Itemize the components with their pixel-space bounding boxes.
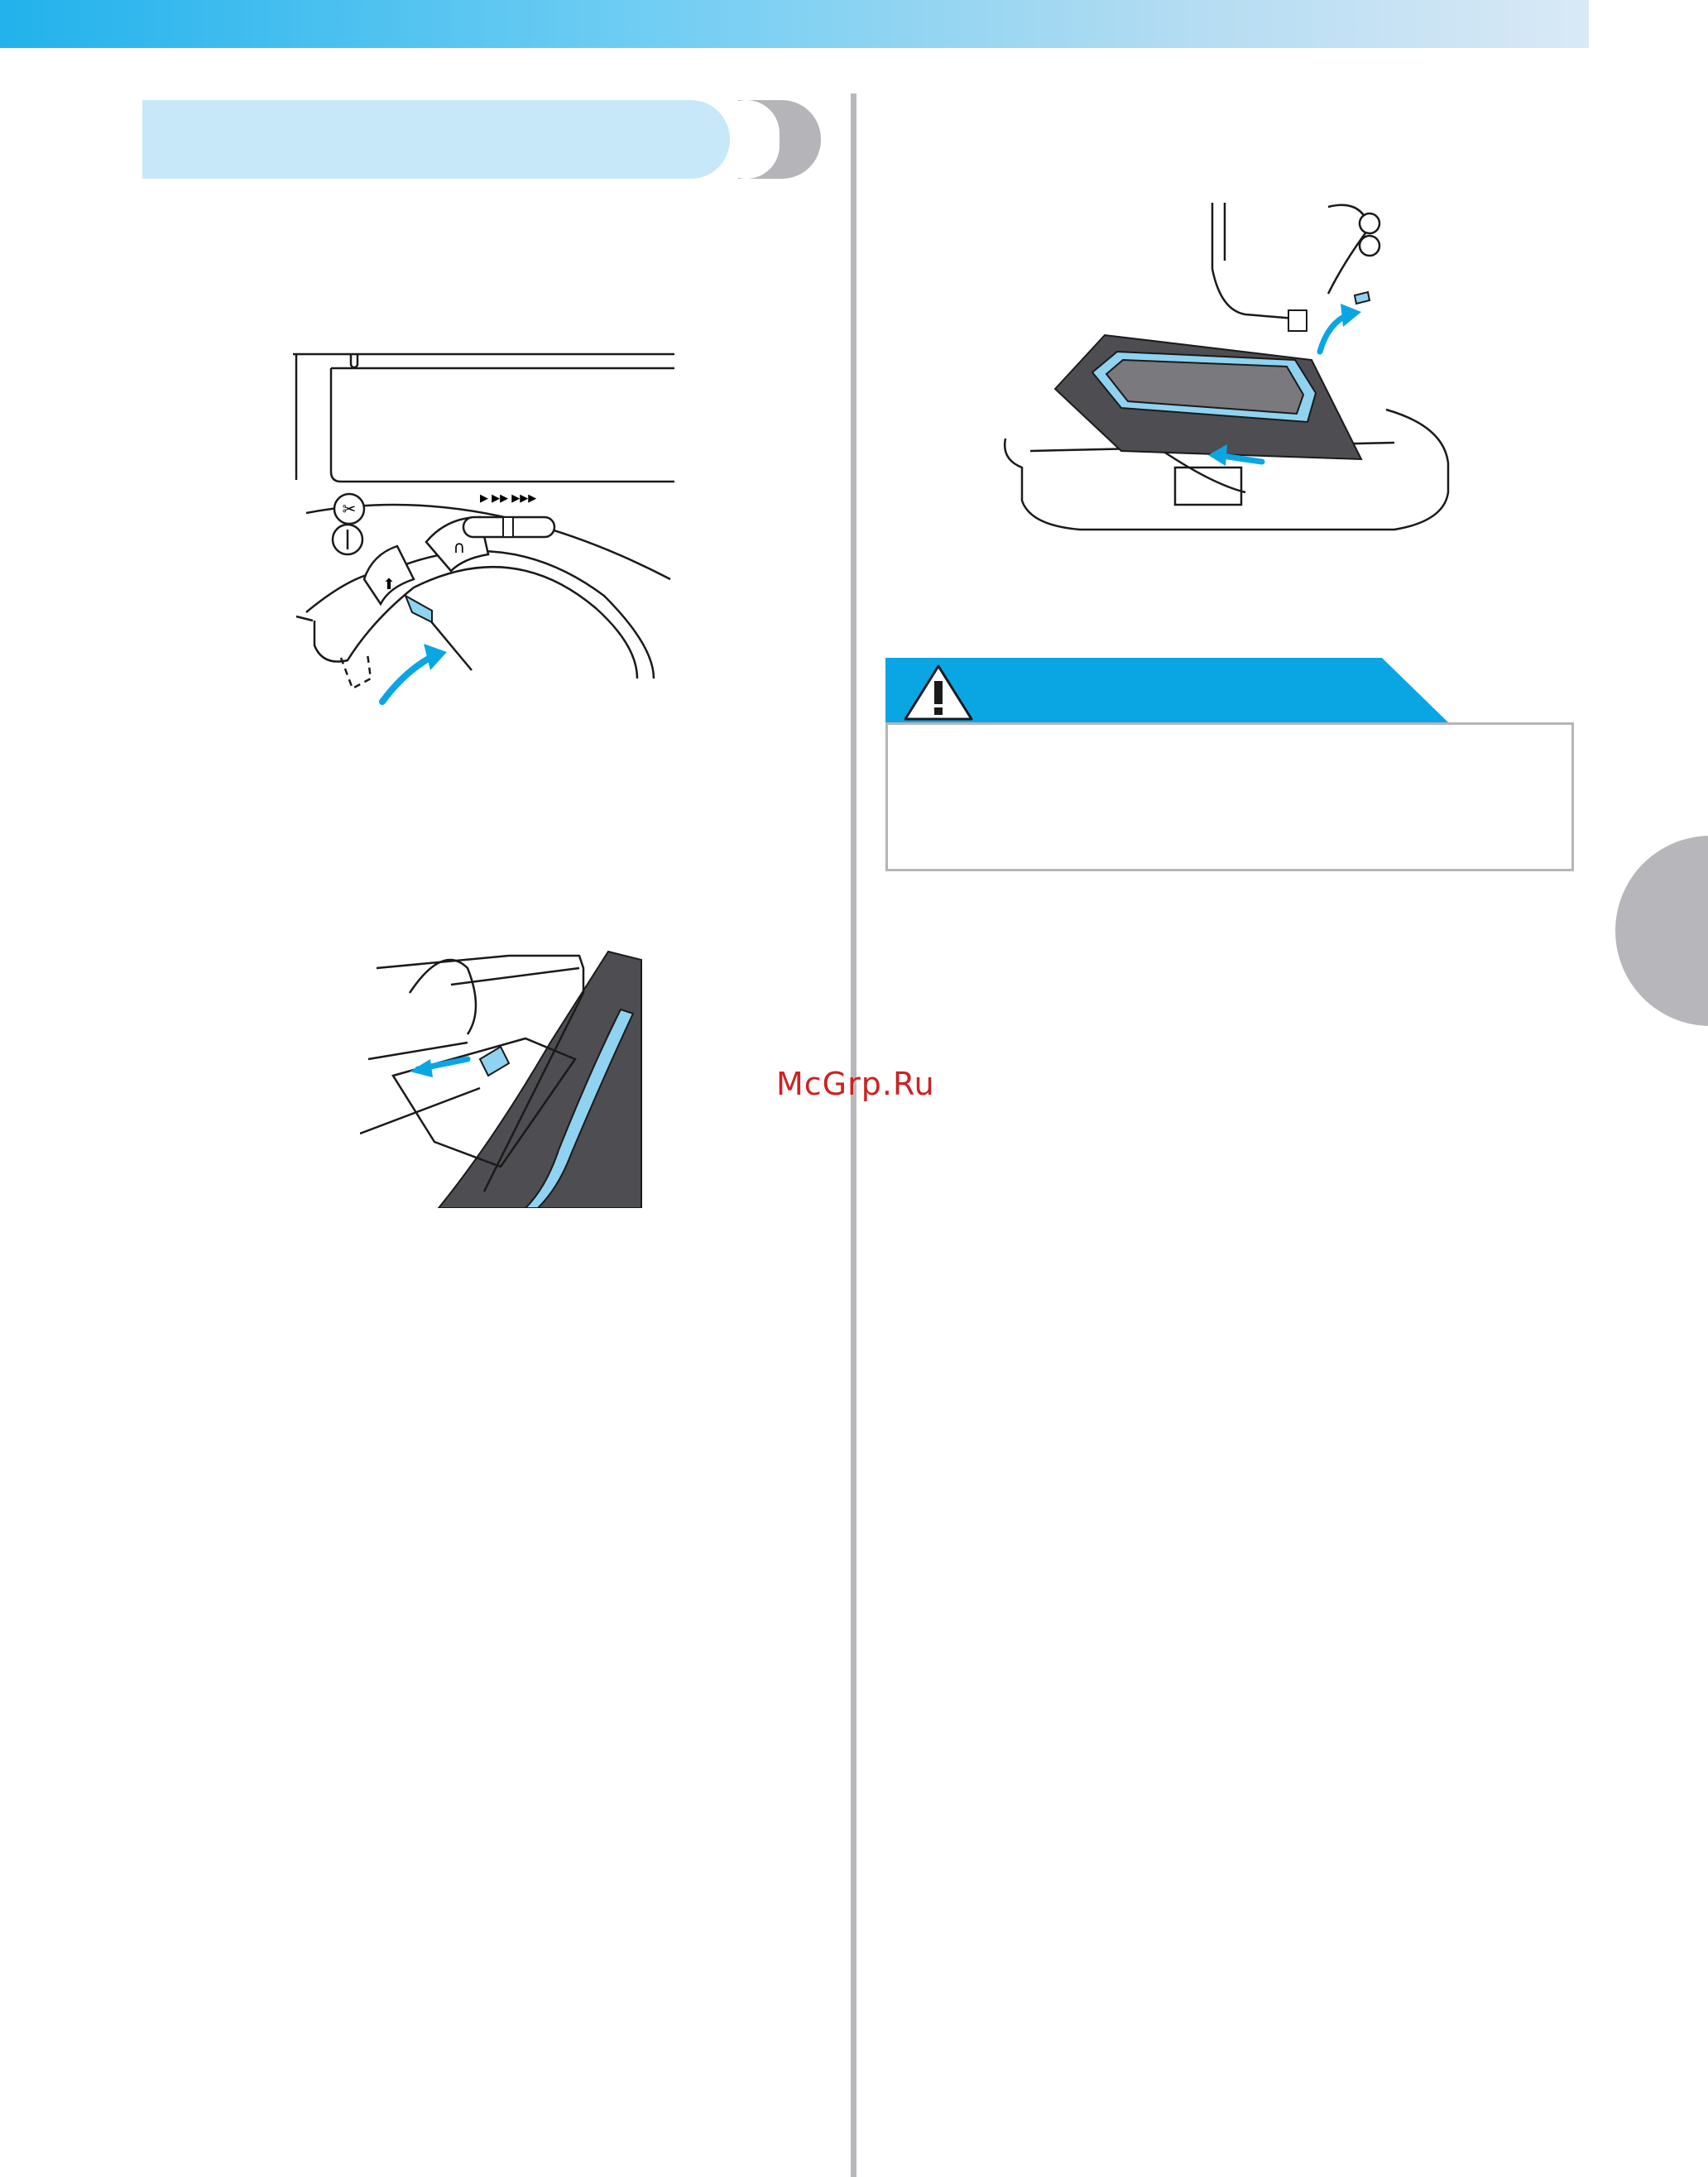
needle-position-icon	[333, 525, 362, 554]
top-color-band	[0, 0, 1589, 48]
svg-text:▶ ▶▶ ▶▶▶: ▶ ▶▶ ▶▶▶	[480, 492, 537, 505]
warning-triangle-icon	[902, 663, 975, 721]
chapter-side-tab	[1615, 836, 1708, 1026]
section-header	[142, 100, 821, 179]
section-header-bar	[142, 100, 730, 179]
figure-frame-lever	[360, 943, 645, 1208]
figure-presser-foot-lever	[290, 348, 679, 712]
speed-slider-icon	[463, 492, 554, 537]
warning-body	[885, 722, 1574, 871]
svg-text:✂: ✂	[342, 499, 357, 519]
svg-text:∩: ∩	[453, 537, 466, 557]
warning-box	[885, 658, 1574, 871]
watermark: McGrp.Ru	[776, 1066, 935, 1102]
thread-cutter-icon	[334, 494, 364, 524]
column-divider	[851, 94, 856, 2177]
svg-text:⬆: ⬆	[382, 576, 396, 593]
figure-remove-frame	[997, 203, 1461, 542]
warning-header	[885, 658, 1448, 722]
